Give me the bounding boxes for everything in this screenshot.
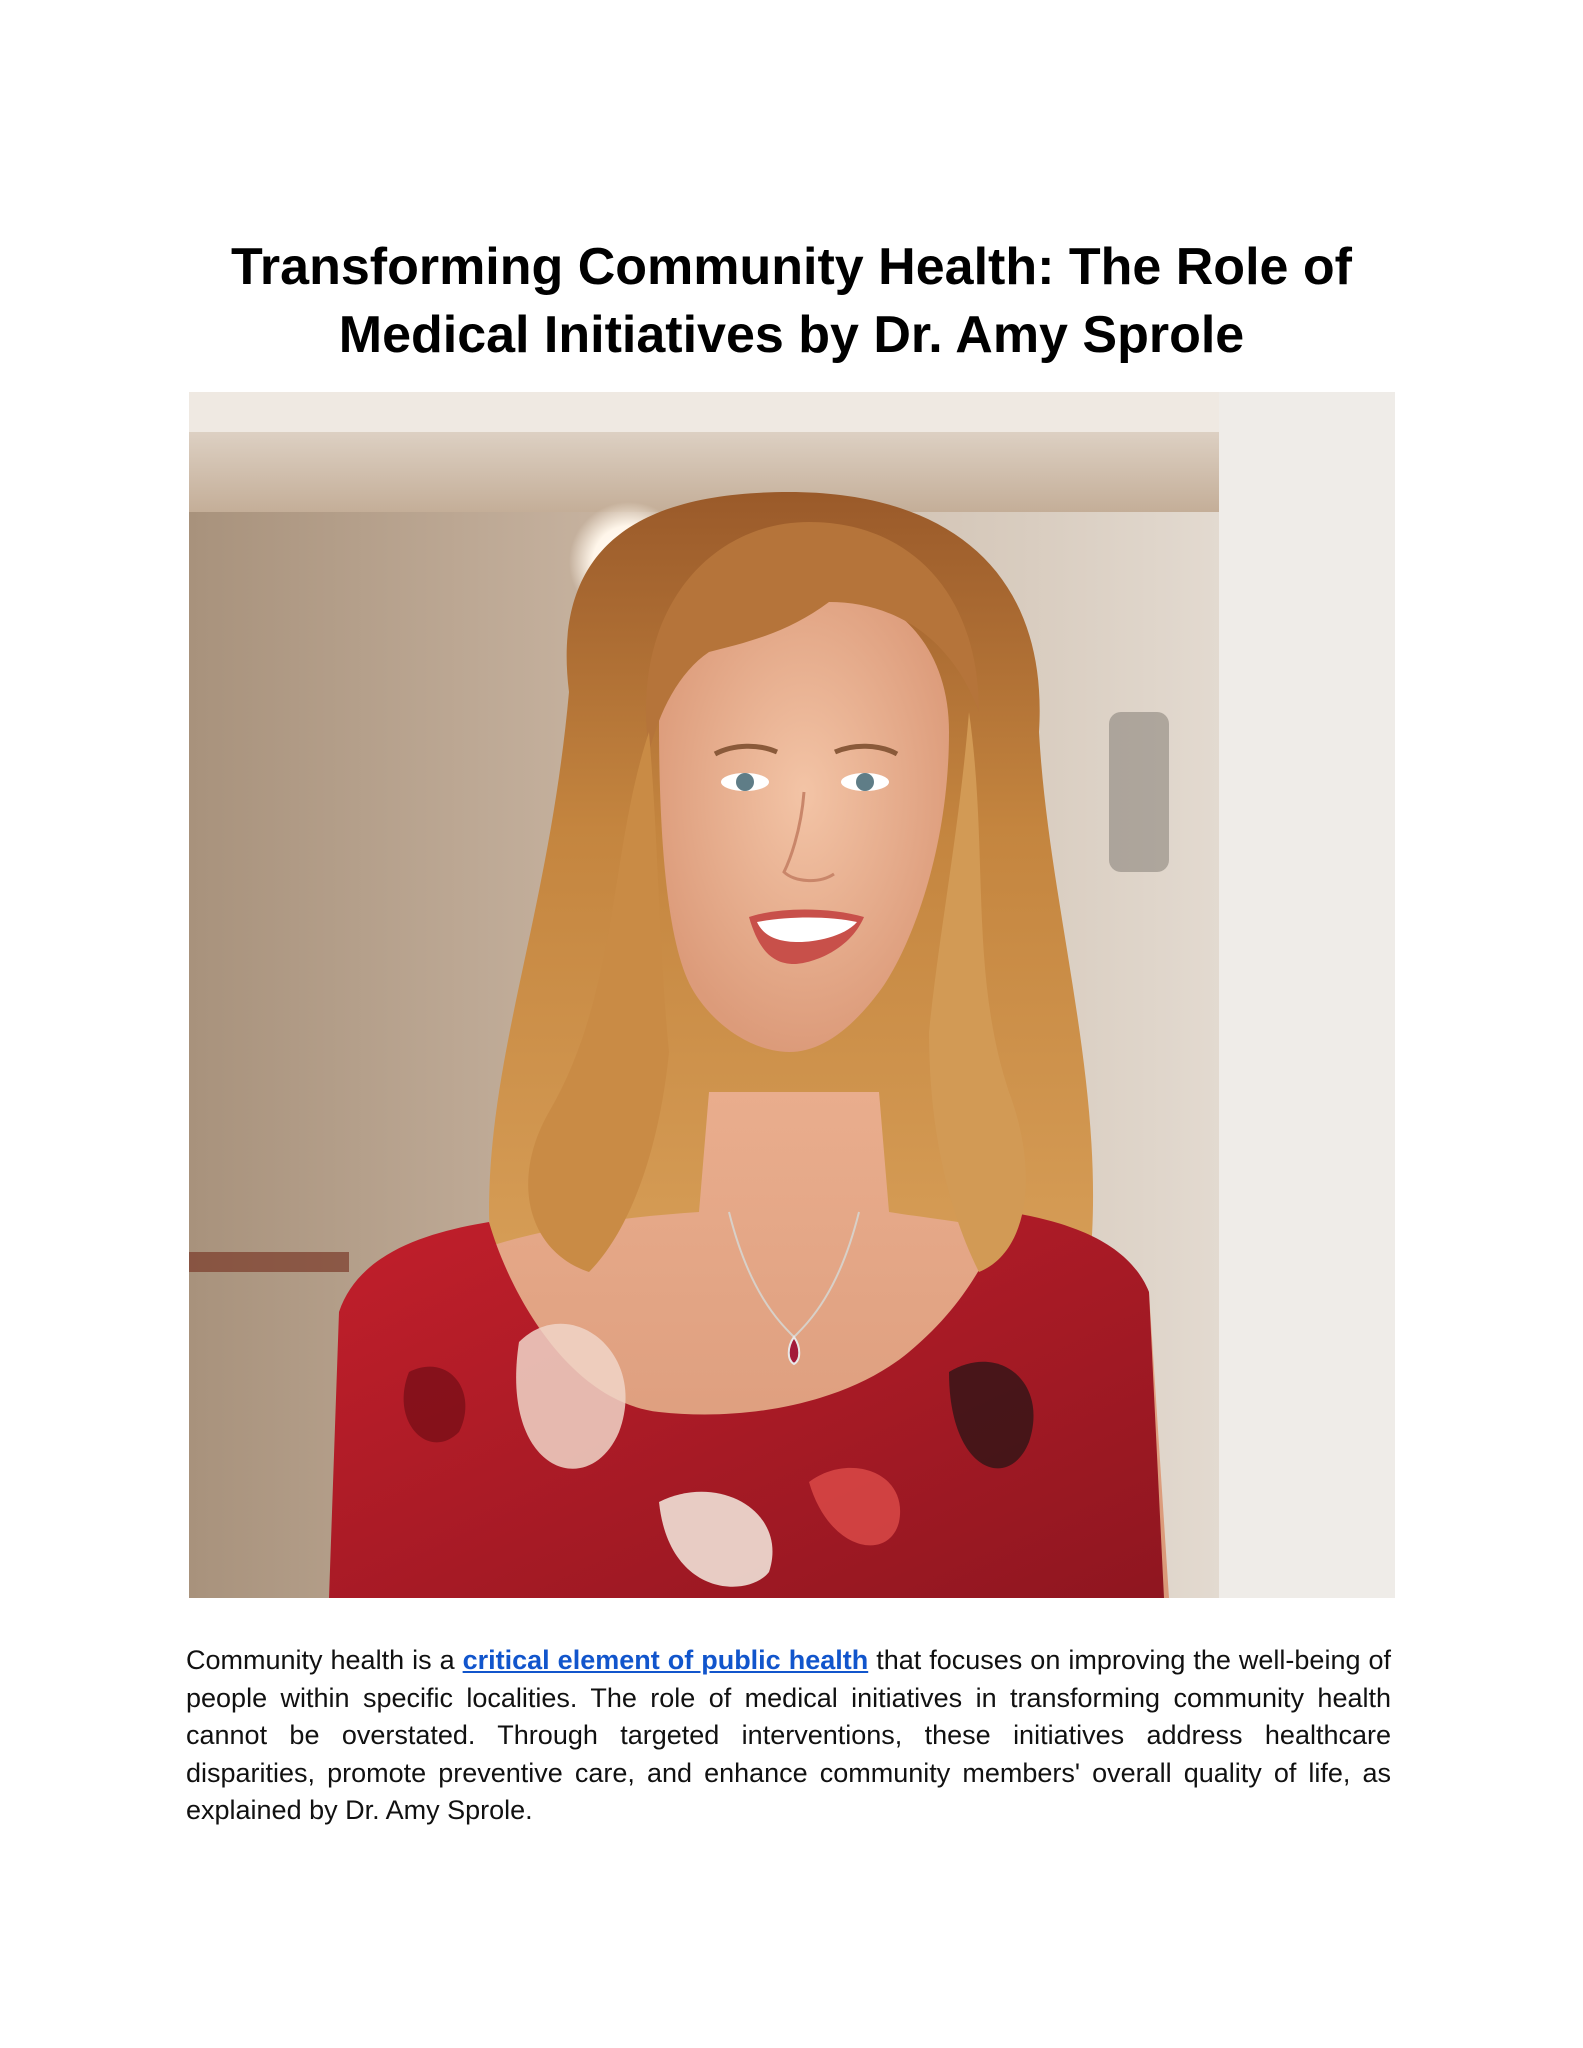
intro-paragraph — [186, 1642, 1391, 1830]
paragraph-text-after-link: that focuses on improving the well-being of people within specific localities. The role of medical initiatives in transforming community health cannot be overstated. Through targeted interventions, these initiatives address healthcare disparities, promote preventive care, and enhance community members' overall quality of life, as explained by Dr. Amy Sprole. — [186, 1645, 1392, 1825]
portrait-photo — [189, 392, 1395, 1598]
document-title — [160, 233, 1423, 369]
portrait-photo-icon — [189, 392, 1395, 1598]
public-health-link[interactable]: critical element of public health — [462, 1645, 869, 1675]
title-line-1: Transforming Community Health: The Role of — [231, 238, 1352, 296]
paragraph-text-before-link: Community health is a — [186, 1645, 463, 1675]
title-line-2: Medical Initiatives by Dr. Amy Sprole — [338, 306, 1245, 364]
